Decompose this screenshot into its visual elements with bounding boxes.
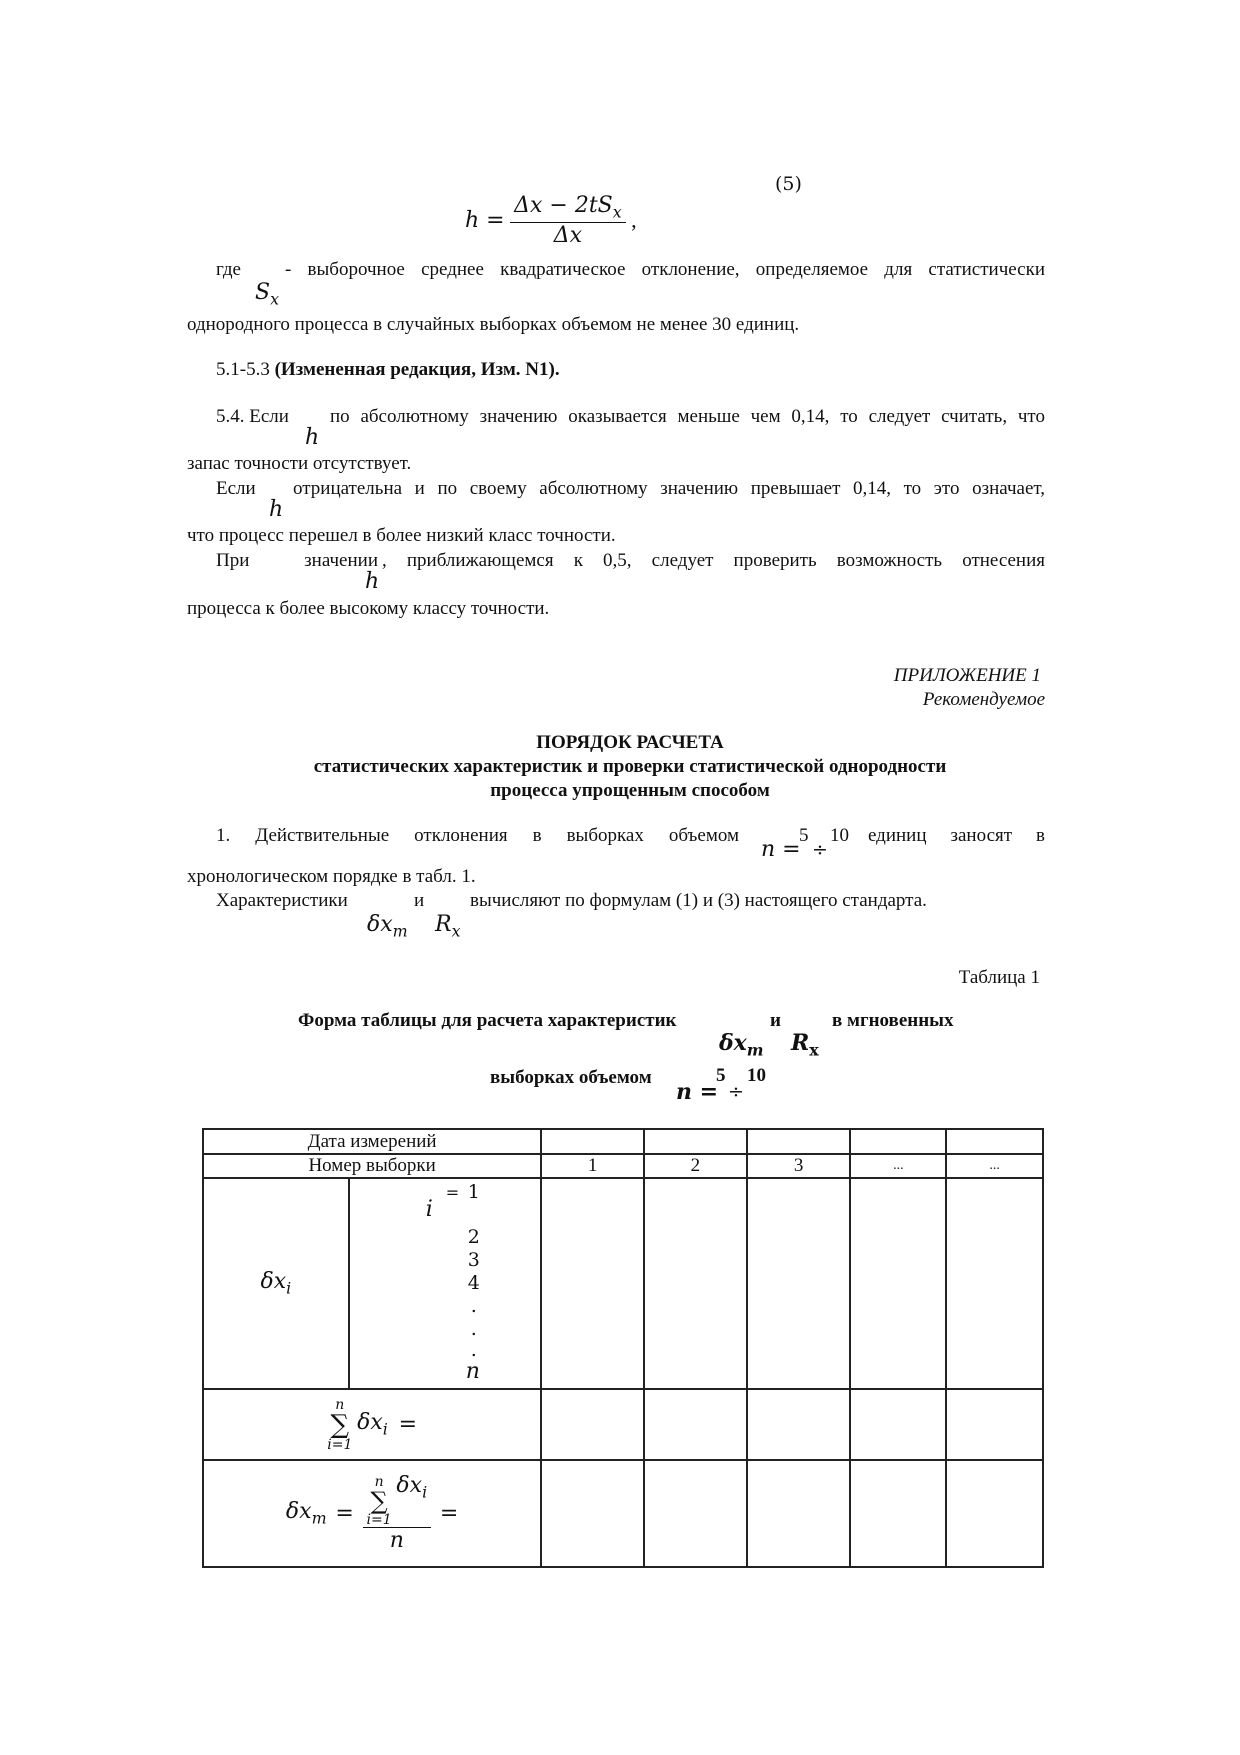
mean-sum-body-text: δx (396, 1472, 423, 1498)
caption-range-sep: ÷ (728, 1081, 744, 1103)
sum-eq: = (398, 1412, 418, 1437)
caption-range-from: 5 (716, 1065, 726, 1086)
caption-rx-text: R (791, 1030, 810, 1056)
mean-tail-eq: = (439, 1501, 459, 1526)
mean-sum-lower: i=1 (366, 1511, 392, 1528)
index-dot-2: . (470, 1318, 477, 1340)
item1-n-expr: n = (761, 837, 801, 862)
s54-p2-lead: Если (216, 478, 256, 499)
s54-p1-line1: по абсолютному значению оказывается меньше чем 0,14, то следует считать, что (330, 406, 1045, 427)
sum-cell-3[interactable] (747, 1389, 851, 1460)
row-date (203, 1129, 1043, 1154)
h-symbol-1: h (305, 425, 320, 450)
index-eq: = (445, 1183, 460, 1202)
item1-range-from: 5 (799, 825, 809, 846)
sample-label: Номер выборки (203, 1154, 541, 1178)
sum-sigma-icon: ∑ (330, 1409, 350, 1440)
item1-range-sep: ÷ (812, 839, 828, 861)
date-cell-3[interactable] (747, 1129, 851, 1154)
sum-lower: i=1 (327, 1436, 353, 1453)
mean-sum-sigma-icon: ∑ (370, 1486, 388, 1515)
s54-p3-line2: процесса к более высокому классу точности. (187, 598, 550, 619)
caption-rx-sub: x (809, 1040, 819, 1060)
s54-p3-line1: , приближающемся к 0,5, следует проверить возможность отнесения (382, 550, 1045, 571)
index-dot-3: . (470, 1339, 477, 1361)
h-symbol-3: h (365, 569, 380, 594)
mean-sum-body-sub: i (422, 1482, 428, 1502)
formula-numerator (510, 193, 626, 223)
sample-number-5: ... (946, 1154, 1043, 1178)
index-1: 1 (467, 1181, 480, 1203)
h-symbol-2: h (269, 497, 284, 522)
sum-operator (327, 1398, 352, 1452)
item1-line1-tail: единиц заносят в (868, 825, 1045, 846)
date-cell-1[interactable] (541, 1129, 644, 1154)
sum-body (357, 1410, 388, 1439)
dxm-sub: m (392, 921, 408, 941)
appendix-subtitle-1: статистических характеристик и проверки статистической однородности (313, 756, 947, 777)
where-lead: где (216, 259, 241, 280)
row-mean (203, 1460, 1043, 1567)
sample-number-3: 3 (747, 1154, 851, 1178)
mean-cell-3[interactable] (747, 1460, 851, 1567)
index-4: 4 (467, 1272, 480, 1294)
s54-p2-line1: отрицательна и по своему абсолютному значению превышает 0,14, то это означает, (293, 478, 1045, 499)
rx-sub: x (451, 921, 461, 941)
mean-eq: = (335, 1501, 354, 1526)
dx-cell-1[interactable] (541, 1178, 644, 1389)
calculation-table (202, 1128, 1044, 1568)
mean-lhs-text: δx (285, 1499, 312, 1525)
dx-cell-5[interactable] (946, 1178, 1043, 1389)
amendment-bold: (Измененная редакция, Изм. N1). (274, 359, 560, 380)
formula-number: (5) (775, 173, 802, 195)
row-deviations (203, 1178, 1043, 1389)
mean-numerator (363, 1472, 432, 1528)
mean-lhs-sub: m (311, 1508, 327, 1528)
numerator-sub: x (612, 202, 622, 222)
table-label: Таблица 1 (958, 967, 1040, 988)
mean-sum-operator (367, 1475, 392, 1527)
item1-rx-symbol (435, 912, 461, 941)
sum-cell-1[interactable] (541, 1389, 644, 1460)
mean-denominator: n (389, 1527, 404, 1553)
sum-cell-2[interactable] (644, 1389, 747, 1460)
numerator-text: Δx − 2tS (514, 193, 613, 218)
dxm-text: δx (367, 912, 393, 937)
s54-p1-line2: запас точности отсутствует. (187, 453, 412, 474)
s54-p3-lead: При значении (216, 550, 378, 571)
index-cell (349, 1178, 542, 1389)
formula-comma: , (631, 207, 637, 233)
item1-line3-tail: вычисляют по формулам (1) и (3) настоящего стандарта. (470, 890, 927, 911)
sum-cell-4[interactable] (850, 1389, 946, 1460)
formula-5 (465, 193, 637, 248)
formula-fraction (510, 193, 626, 248)
dx-cell-4[interactable] (850, 1178, 946, 1389)
s54-p2-line2: что процесс перешел в более низкий класс точности. (187, 525, 616, 546)
appendix-label: ПРИЛОЖЕНИЕ 1 (893, 665, 1041, 686)
index-i: i (425, 1197, 433, 1222)
index-2: 2 (467, 1226, 480, 1248)
caption-range-to: 10 (747, 1065, 766, 1086)
date-cell-5[interactable] (946, 1129, 1043, 1154)
index-list (350, 1179, 541, 1384)
amendment-note (216, 359, 560, 381)
mean-cell-4[interactable] (850, 1460, 946, 1567)
item1-range-to: 10 (830, 825, 849, 846)
item1-line3-lead: Характеристики (216, 890, 348, 911)
caption-line1-tail: в мгновенных (832, 1010, 954, 1031)
sx-symbol (255, 280, 279, 309)
caption-line1-lead: Форма таблицы для расчета характеристик (298, 1010, 677, 1031)
sx-sub: x (270, 289, 280, 309)
index-3: 3 (467, 1249, 480, 1271)
sample-number-2: 2 (644, 1154, 747, 1178)
appendix-status: Рекомендуемое (922, 689, 1045, 710)
mean-sum-body (396, 1472, 428, 1502)
rx-text: R (435, 912, 452, 937)
row-sample-number (203, 1154, 1043, 1178)
sum-formula-cell (203, 1389, 541, 1460)
caption-and: и (770, 1010, 781, 1031)
caption-n-expr: n = (676, 1079, 719, 1105)
mean-lhs (285, 1499, 327, 1528)
mean-cell-1[interactable] (541, 1460, 644, 1567)
item1-and: и (414, 890, 425, 911)
caption-dxm-sub: m (746, 1040, 764, 1060)
caption-rx-symbol (791, 1030, 819, 1060)
formula-denominator: Δx (553, 222, 583, 248)
dx-cell-2[interactable] (644, 1178, 747, 1389)
appendix-title: ПОРЯДОК РАСЧЕТА (536, 732, 724, 753)
sum-body-sub: i (382, 1419, 388, 1439)
caption-dxm-text: δx (719, 1030, 747, 1056)
dx-symbol (260, 1269, 292, 1298)
sum-upper: n (335, 1396, 345, 1413)
item1-line2: хронологическом порядке в табл. 1. (187, 866, 476, 887)
index-n: n (465, 1359, 480, 1384)
sample-number-4: ... (850, 1154, 946, 1178)
dx-label-cell (203, 1178, 349, 1389)
where-text-line2: однородного процесса в случайных выборках объемом не менее 30 единиц. (187, 314, 800, 335)
date-cell-4[interactable] (850, 1129, 946, 1154)
mean-cell-2[interactable] (644, 1460, 747, 1567)
where-text-line1: - выборочное среднее квадратическое отклонение, определяемое для статистически (285, 259, 1045, 280)
amendment-ref: 5.1-5.3 (216, 359, 270, 380)
dx-cell-3[interactable] (747, 1178, 851, 1389)
date-label: Дата измерений (203, 1129, 541, 1154)
item1-dxm-symbol (367, 912, 408, 941)
dx-text: δx (260, 1269, 287, 1295)
mean-formula-cell (203, 1460, 541, 1567)
formula-lhs: h = (465, 207, 505, 233)
sx-letter: S (255, 280, 271, 305)
mean-cell-5[interactable] (946, 1460, 1043, 1567)
date-cell-2[interactable] (644, 1129, 747, 1154)
item1-line1: 1. Действительные отклонения в выборках объемом (216, 825, 739, 846)
sum-cell-5[interactable] (946, 1389, 1043, 1460)
index-dot-1: . (470, 1295, 477, 1317)
sum-body-text: δx (357, 1410, 383, 1436)
row-sum (203, 1389, 1043, 1460)
sample-number-1: 1 (541, 1154, 644, 1178)
mean-fraction (363, 1472, 432, 1553)
caption-dxm-symbol (719, 1030, 764, 1060)
appendix-subtitle-2: процесса упрощенным способом (490, 780, 770, 801)
caption-line2-lead: выборках объемом (490, 1067, 652, 1088)
s54-p1-lead: 5.4. Если (216, 406, 289, 427)
dx-sub: i (286, 1278, 292, 1298)
mean-sum-upper: n (374, 1473, 384, 1490)
